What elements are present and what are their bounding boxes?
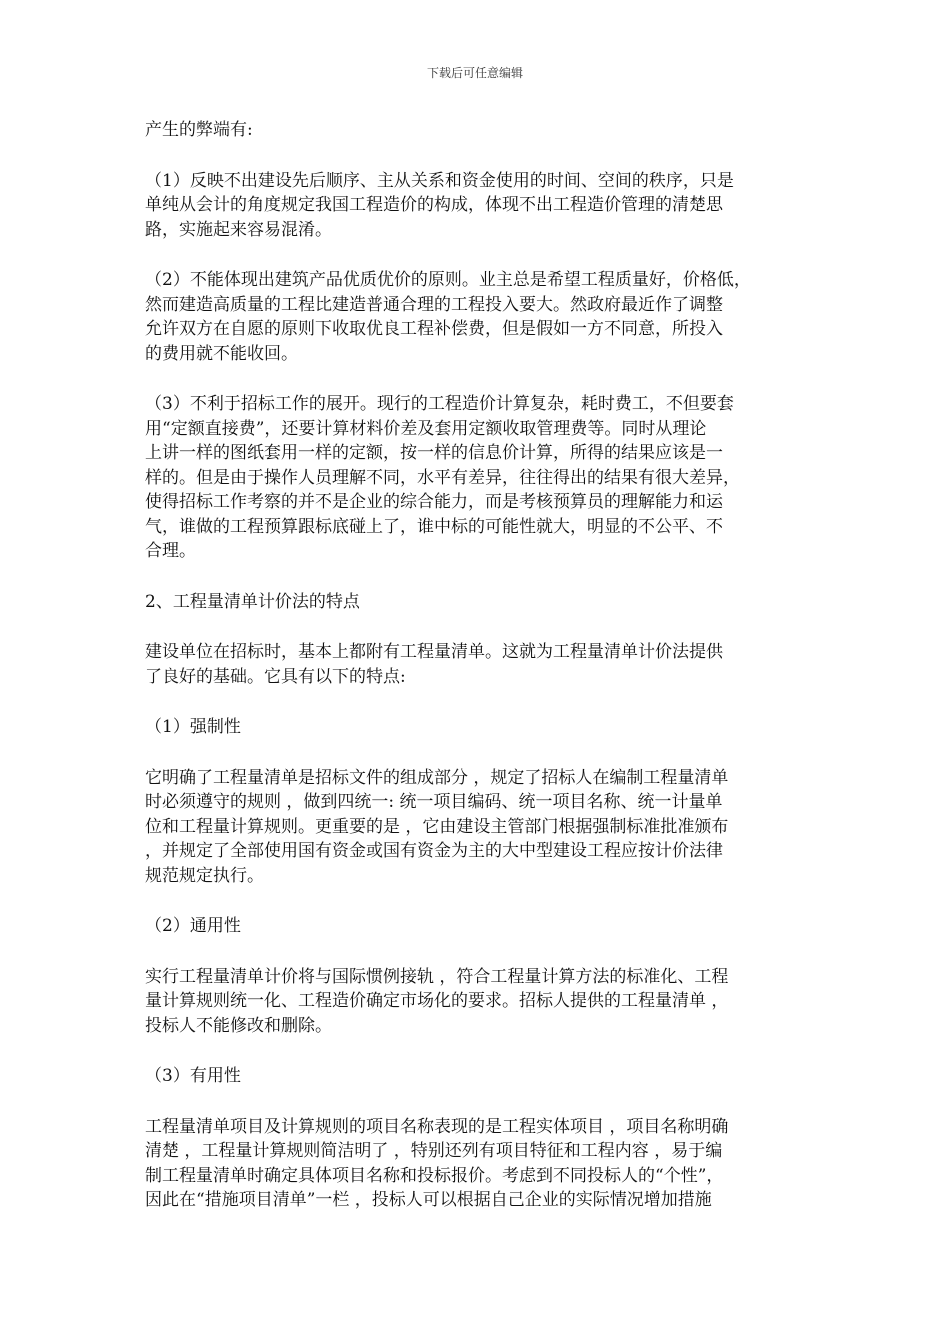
text-line: 清楚 ，工程量计算规则简洁明了 ，特别还列有项目特征和工程内容 ，易于编 — [145, 1141, 723, 1161]
text-line: 路，实施起来容易混淆。 — [145, 219, 332, 240]
text-line: 单纯从会计的角度规定我国工程造价的构成，体现不出工程造价管理的清楚思 — [145, 195, 723, 215]
text-line: 允许双方在自愿的原则下收取优良工程补偿费，但是假如一方不同意，所投入 — [145, 319, 723, 339]
text-line: 规范规定执行。 — [145, 865, 264, 886]
text-line: 的费用就不能收回。 — [145, 343, 298, 364]
document-body — [145, 118, 817, 1239]
text-line: （2）通用性 — [145, 916, 241, 936]
text-line: 它明确了工程量清单是招标文件的组成部分 ，规定了招标人在编制工程量清单 — [145, 767, 729, 788]
paragraph-drawback-2 — [145, 268, 817, 366]
text-line: 然而建造高质量的工程比建造普通合理的工程投入要大。然政府最近作了调整 — [145, 294, 723, 315]
subheading-useful — [145, 1064, 817, 1089]
text-line: 时必须遵守的规则 ，做到四统一: 统一项目编码、统一项目名称、统一计量单 — [145, 792, 723, 812]
text-line: （3）不利于招标工作的展开。现行的工程造价计算复杂，耗时费工，不但要套 — [145, 394, 734, 414]
text-line: 制工程量清单时确定具体项目名称和投标报价。考虑到不同投标人的“个性”， — [145, 1165, 724, 1186]
text-line: 实行工程量清单计价将与国际惯例接轨 ，符合工程量计算方法的标准化、工程 — [145, 966, 729, 987]
paragraph-intro — [145, 118, 817, 143]
paragraph-useful — [145, 1115, 817, 1213]
text-line: ，并规定了全部使用国有资金或国有资金为主的大中型建设工程应按计价法律 — [145, 841, 723, 861]
section-heading — [145, 590, 817, 615]
text-line: 投标人不能修改和删除。 — [145, 1015, 332, 1036]
page-header: 下载后可任意编辑 — [426, 66, 523, 80]
text-line: 使得招标工作考察的并不是企业的综合能力，而是考核预算员的理解能力和运 — [145, 492, 723, 512]
text-line: （1）反映不出建设先后顺序、主从关系和资金使用的时间、空间的秩序，只是 — [145, 170, 734, 191]
text-line: （1）强制性 — [145, 717, 241, 737]
paragraph-universal — [145, 965, 817, 1039]
text-line: 建设单位在招标时，基本上都附有工程量清单。这就为工程量清单计价法提供 — [145, 642, 723, 662]
text-line: 2、工程量清单计价法的特点 — [145, 591, 360, 612]
subheading-mandatory — [145, 715, 817, 740]
text-line: 产生的弊端有: — [145, 120, 253, 140]
text-line: 合理。 — [145, 541, 196, 561]
text-line: 气，谁做的工程预算跟标底碰上了，谁中标的可能性就大，明显的不公平、不 — [145, 516, 723, 537]
paragraph-drawback-3 — [145, 392, 817, 564]
text-line: 样的。但是由于操作人员理解不同，水平有差异，往往得出的结果有很大差异， — [145, 467, 740, 488]
text-line: 因此在“措施项目清单”一栏 ，投标人可以根据自己企业的实际情况增加措施 — [145, 1190, 712, 1210]
subheading-universal — [145, 914, 817, 939]
text-line: （3）有用性 — [145, 1066, 241, 1086]
paragraph-drawback-1 — [145, 169, 817, 243]
text-line: 量计算规则统一化、工程造价确定市场化的要求。招标人提供的工程量清单 ， — [145, 991, 729, 1011]
text-line: 了良好的基础。它具有以下的特点: — [145, 666, 406, 687]
paragraph-section-intro — [145, 640, 817, 689]
paragraph-mandatory — [145, 766, 817, 889]
text-line: 用“定额直接费”，还要计算材料价差及套用定额收取管理费等。同时从理论 — [145, 418, 707, 439]
text-line: （2）不能体现出建筑产品优质优价的原则。业主总是希望工程质量好，价格低， — [145, 270, 751, 290]
text-line: 工程量清单项目及计算规则的项目名称表现的是工程实体项目 ，项目名称明确 — [145, 1116, 729, 1137]
text-line: 上讲一样的图纸套用一样的定额，按一样的信息价计算，所得的结果应该是一 — [145, 443, 723, 463]
text-line: 位和工程量计算规则。更重要的是 ，它由建设主管部门根据强制标准批准颁布 — [145, 816, 729, 837]
